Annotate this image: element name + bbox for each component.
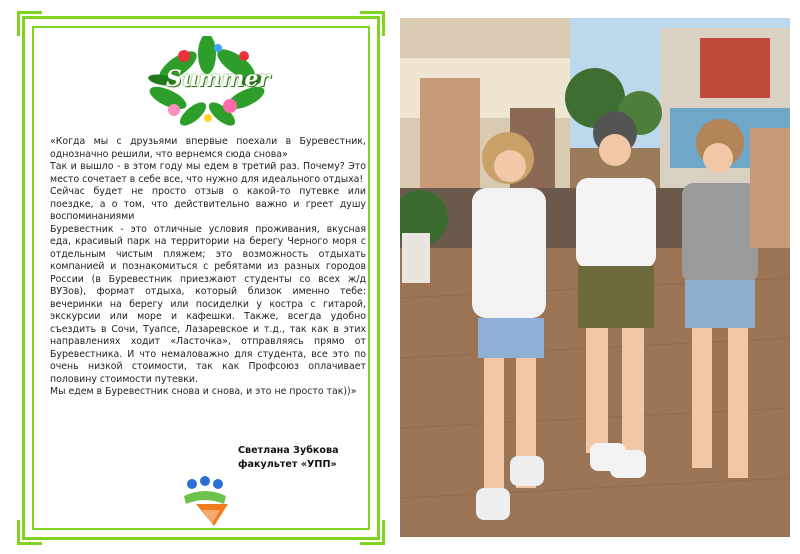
review-text	[50, 136, 366, 399]
review-paragraph: Сейчас будет не просто отзыв о какой-то путевке или поездке, а о том, что действительно важно и греет душу воспоминаниями	[50, 186, 366, 222]
union-logo-icon	[174, 474, 236, 532]
student-union-logo	[174, 474, 236, 532]
signature	[238, 444, 368, 472]
summer-logo	[148, 36, 271, 132]
review-paragraph: Так и вышло - в этом году мы едем в третий раз. Почему? Это место сочетает в себе все, что нужно для идеального отдыха!	[50, 161, 366, 185]
street-photo	[400, 18, 790, 537]
review-paragraph: Мы едем в Буревестник снова и снова, и это не просто так))»	[50, 386, 357, 397]
author-name: Светлана Зубкова	[238, 445, 339, 456]
review-card	[22, 16, 380, 540]
review-paragraph: Буревестник - это отличные условия проживания, вкусная еда, красивый парк на территории на берегу Черного моря с отдельным чистым пляжем; это возможность отдыхать компанией и познакомиться с ребятами из разных городов России (в Буревестник приезжают студенты со всех ж/д ВУЗов), формат отдыха, который близок именно тебе: вечеринки на берегу или посиделки у костра с гитарой, экскурсии или море и кафешки. Также, всегда удобно съездить в Сочи, Туапсе, Лазаревское и т.д., так как в этих направлениях ходит «Ласточка», отправляясь прямо от Буревестника. И что немаловажно для студента, все это по очень низкой стоимости, так как Профсоюз оплачивает половину стоимости путевки.	[50, 223, 366, 385]
author-faculty: факультет «УПП»	[238, 459, 337, 470]
photo	[400, 18, 790, 537]
review-paragraph: «Когда мы с друзьями впервые поехали в Буревестник, однозначно решили, что вернемся сюда снова»	[50, 136, 366, 160]
summer-logo-text: Summer	[166, 66, 271, 92]
